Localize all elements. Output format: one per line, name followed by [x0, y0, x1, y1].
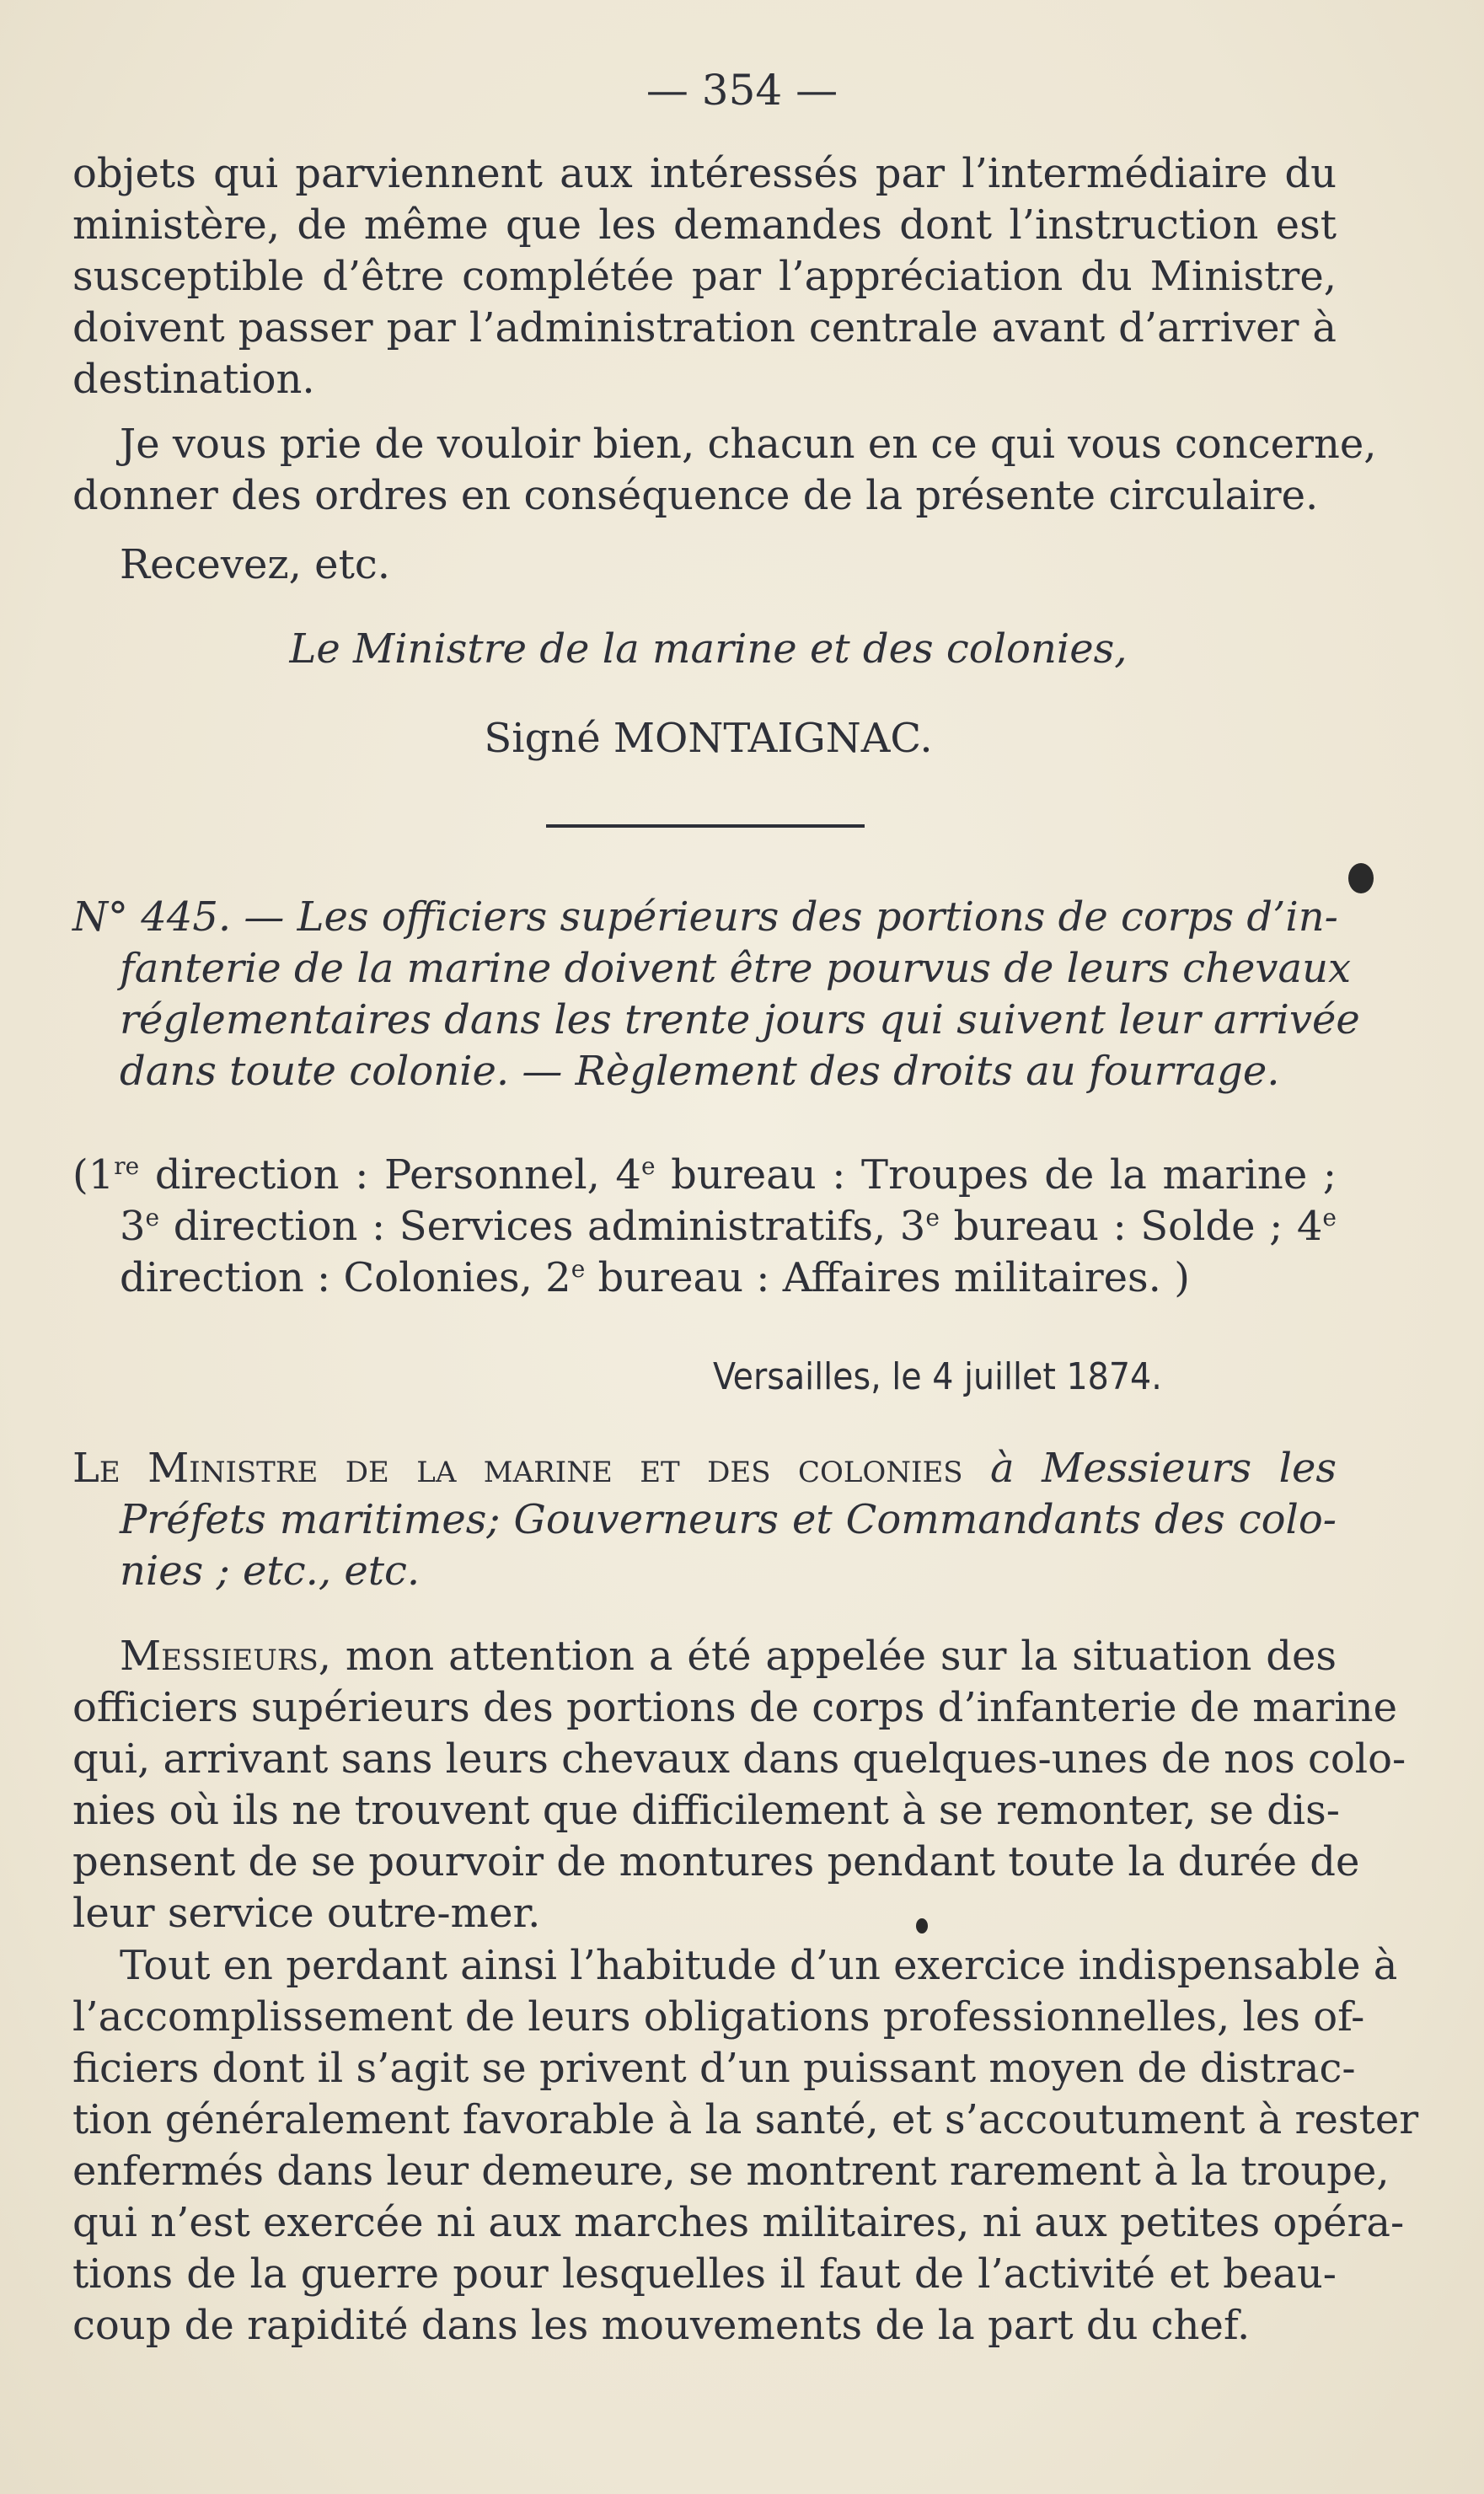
text-line: Messieurs, mon attention a été appelée sur la situation des	[120, 1633, 1337, 1680]
section-divider	[546, 824, 865, 828]
text-line: nies où ils ne trouvent que difficilement à se remonter, se dis-	[72, 1787, 1341, 1834]
body-paragraph	[72, 1631, 1406, 1939]
address-block	[72, 1443, 1337, 1597]
text-line: l’accomplissement de leurs obligations professionnelles, les of-	[72, 1993, 1365, 2041]
text-line: Le Ministre de la marine et des colonies à Messieurs les	[72, 1445, 1337, 1492]
text-line: tions de la guerre pour lesquelles il faut de l’activité et beau-	[72, 2250, 1337, 2298]
text-line: pensent de se pourvoir de montures pendant toute la durée de	[72, 1838, 1360, 1885]
text-line: direction : Colonies, 2e bureau : Affaires militaires. )	[120, 1254, 1190, 1301]
ink-spot	[916, 1918, 928, 1934]
text-line: fanterie de la marine doivent être pourvus de leurs chevaux	[120, 945, 1352, 992]
text-line: réglementaires dans les trente jours qui suivent leur arrivée	[120, 996, 1360, 1043]
signature-name: Signé MONTAIGNAC.	[484, 715, 933, 762]
text-line: Je vous prie de vouloir bien, chacun en ce qui vous concerne,	[120, 421, 1377, 468]
text-line: tion généralement favorable à la santé, et s’accoutument à rester	[72, 2096, 1419, 2143]
text-line: Tout en perdant ainsi l’habitude d’un exercice indispensable à	[120, 1942, 1398, 1989]
text-line: objets qui parviennent aux intéressés par l’intermédiaire du	[72, 150, 1337, 197]
text-line: ficiers dont il s’agit se privent d’un puissant moyen de distrac-	[72, 2045, 1356, 2092]
text-line: officiers supérieurs des portions de corps d’infanterie de marine	[72, 1684, 1397, 1731]
text-line: dans toute colonie. — Règlement des droits au fourrage.	[120, 1048, 1280, 1095]
text-line: Préfets maritimes; Gouverneurs et Commandants des colo-	[120, 1496, 1337, 1543]
text-line: qui n’est exercée ni aux marches militaires, ni aux petites opéra-	[72, 2199, 1405, 2246]
text-line: destination.	[72, 356, 315, 403]
text-line: 3e direction : Services administratifs, 3e bureau : Solde ; 4e	[120, 1203, 1337, 1250]
direction-reference	[72, 1150, 1337, 1304]
text-line: ministère, de même que les demandes dont l’instruction est	[72, 201, 1337, 249]
text-line: N° 445. — Les officiers supérieurs des portions de corps d’in-	[72, 893, 1338, 941]
decree-heading	[72, 892, 1360, 1097]
text-line: donner des ordres en conséquence de la présente circulaire.	[72, 472, 1319, 519]
body-paragraph	[72, 1940, 1419, 2352]
ink-spot	[1348, 863, 1374, 893]
paragraph-continuation	[72, 148, 1337, 405]
text-line: enfermés dans leur demeure, se montrent rarement à la troupe,	[72, 2148, 1390, 2195]
text-line: susceptible d’être complétée par l’appréciation du Ministre,	[72, 253, 1337, 300]
text-line: doivent passer par l’administration centrale avant d’arriver à	[72, 304, 1337, 351]
page-number: — 354 —	[646, 66, 838, 115]
text-line: (1re direction : Personnel, 4e bureau : Troupes de la marine ;	[72, 1151, 1337, 1199]
signature-title: Le Ministre de la marine et des colonies,	[289, 625, 1128, 673]
dateline: Versailles, le 4 juillet 1874.	[713, 1355, 1162, 1398]
text-line: nies ; etc., etc.	[120, 1547, 421, 1595]
paragraph-instructions	[72, 419, 1377, 522]
text-line: coup de rapidité dans les mouvements de la part du chef.	[72, 2302, 1251, 2349]
text-line: qui, arrivant sans leurs chevaux dans quelques-unes de nos colo-	[72, 1735, 1406, 1783]
text-line: leur service outre-mer.	[72, 1890, 541, 1937]
closing-formula: Recevez, etc.	[120, 541, 390, 588]
